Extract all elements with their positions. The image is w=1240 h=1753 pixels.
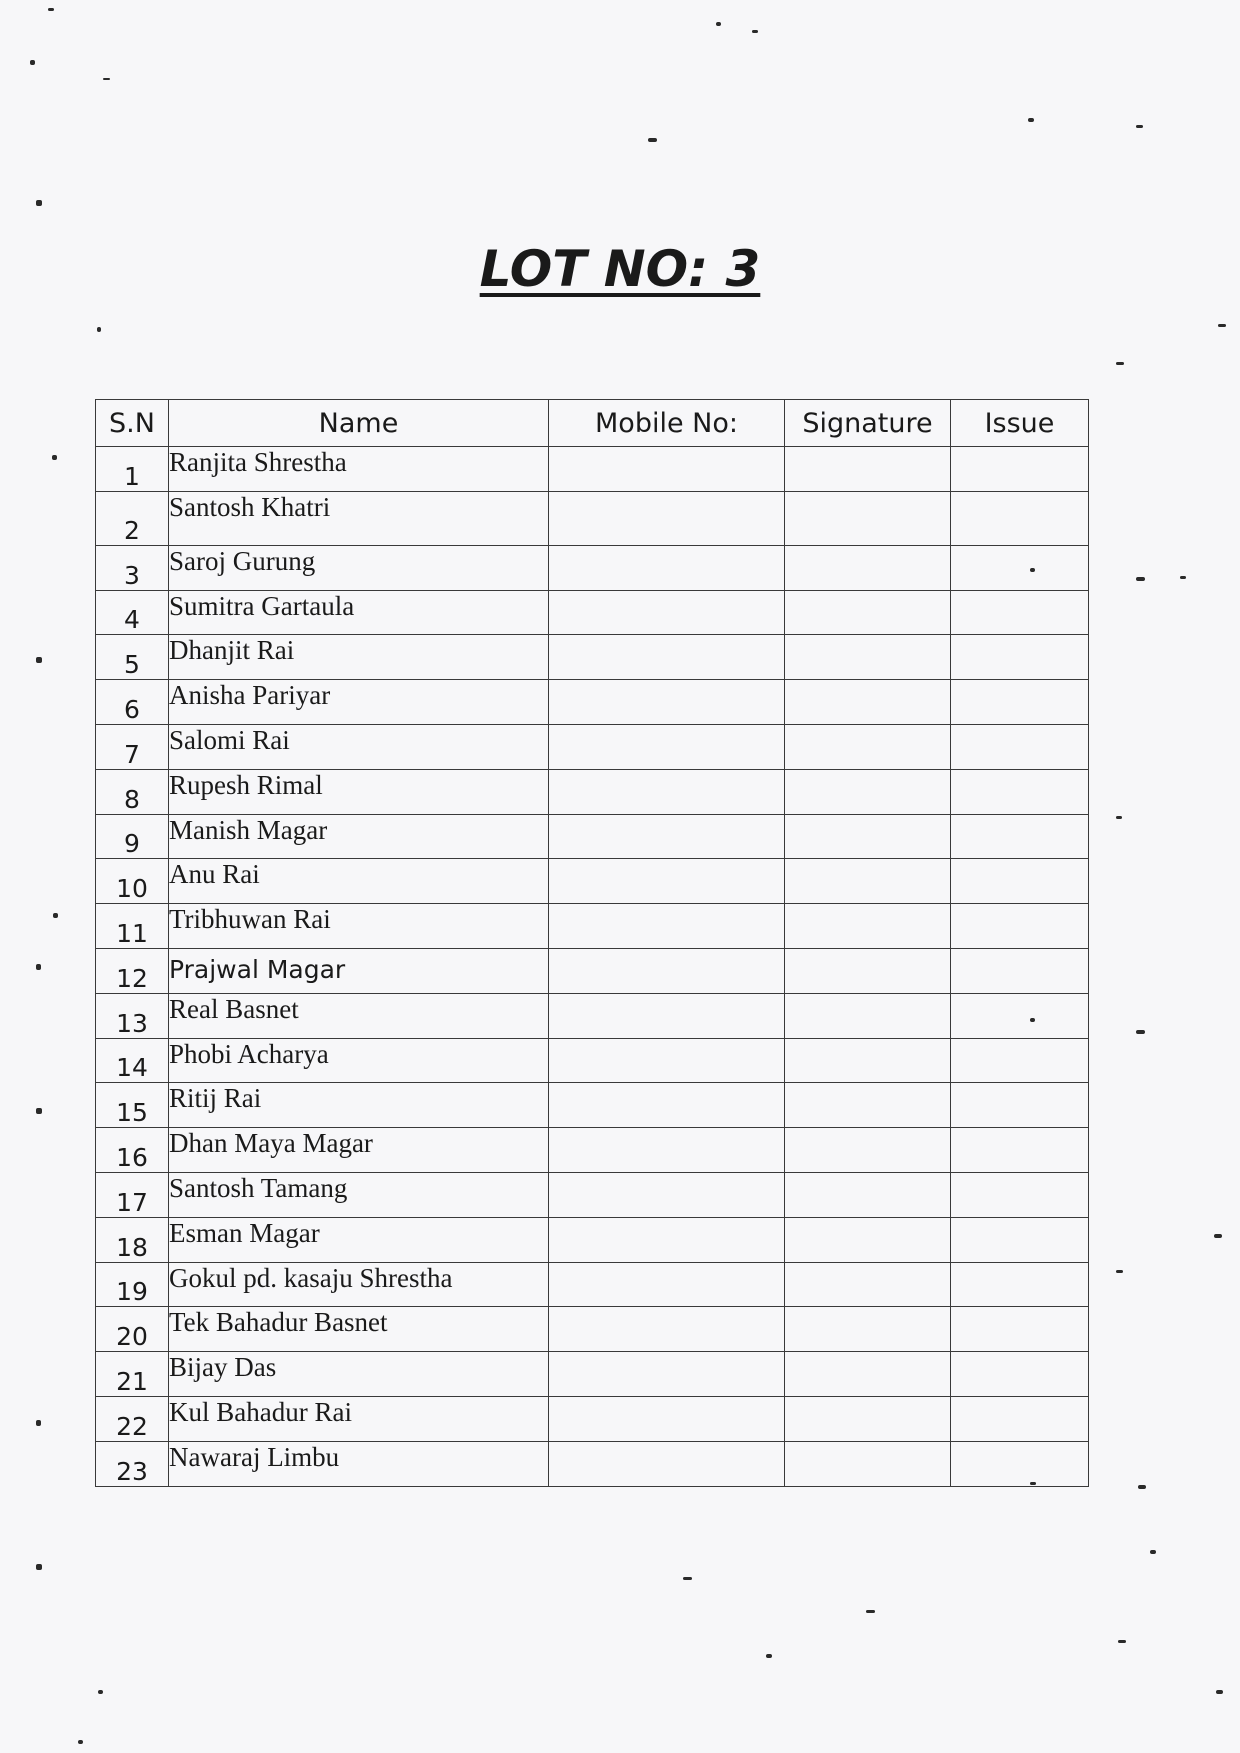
sn-cell: 8	[96, 769, 169, 814]
issue-cell	[951, 948, 1089, 993]
sn-cell: 9	[96, 814, 169, 859]
sn-column-header: S.N	[96, 400, 169, 447]
mobile-cell	[549, 680, 785, 725]
sn-cell: 20	[96, 1307, 169, 1352]
signature-cell	[785, 814, 951, 859]
sn-cell: 21	[96, 1352, 169, 1397]
signature-cell	[785, 904, 951, 949]
table-row	[96, 814, 1089, 859]
table-row	[96, 1441, 1089, 1486]
sn-cell: 16	[96, 1128, 169, 1173]
page-title	[0, 238, 1240, 300]
table-row	[96, 1128, 1089, 1173]
issue-cell	[951, 680, 1089, 725]
mobile-cell	[549, 1128, 785, 1173]
sn-cell: 11	[96, 904, 169, 949]
sn-cell: 19	[96, 1262, 169, 1307]
sn-cell: 6	[96, 680, 169, 725]
table-row	[96, 859, 1089, 904]
table-row	[96, 1352, 1089, 1397]
roster-table	[95, 399, 1089, 1487]
name-cell: Santosh Tamang	[169, 1172, 549, 1217]
signature-cell	[785, 447, 951, 492]
sn-cell: 23	[96, 1441, 169, 1486]
issue-cell	[951, 814, 1089, 859]
issue-cell	[951, 447, 1089, 492]
name-cell: Anisha Pariyar	[169, 680, 549, 725]
issue-cell	[951, 859, 1089, 904]
mobile-cell	[549, 904, 785, 949]
issue-cell	[951, 769, 1089, 814]
issue-cell	[951, 1307, 1089, 1352]
issue-cell	[951, 1172, 1089, 1217]
issue-cell	[951, 1128, 1089, 1173]
mobile-cell	[549, 1352, 785, 1397]
mobile-column-header: Mobile No:	[549, 400, 785, 447]
issue-cell	[951, 993, 1089, 1038]
name-cell: Rupesh Rimal	[169, 769, 549, 814]
signature-cell	[785, 1396, 951, 1441]
signature-cell	[785, 948, 951, 993]
table-row	[96, 904, 1089, 949]
table-row	[96, 1396, 1089, 1441]
signature-cell	[785, 1217, 951, 1262]
name-cell: Manish Magar	[169, 814, 549, 859]
mobile-cell	[549, 993, 785, 1038]
mobile-cell	[549, 635, 785, 680]
name-cell: Bijay Das	[169, 1352, 549, 1397]
table-row	[96, 1038, 1089, 1083]
signature-cell	[785, 1128, 951, 1173]
issue-cell	[951, 590, 1089, 635]
issue-cell	[951, 1217, 1089, 1262]
sn-cell: 3	[96, 545, 169, 590]
name-cell: Santosh Khatri	[169, 491, 549, 545]
mobile-cell	[549, 769, 785, 814]
name-cell: Kul Bahadur Rai	[169, 1396, 549, 1441]
signature-cell	[785, 1352, 951, 1397]
mobile-cell	[549, 1217, 785, 1262]
signature-cell	[785, 1262, 951, 1307]
issue-cell	[951, 1262, 1089, 1307]
table-row	[96, 635, 1089, 680]
mobile-cell	[549, 814, 785, 859]
issue-cell	[951, 1352, 1089, 1397]
table-row	[96, 447, 1089, 492]
sn-cell: 12	[96, 948, 169, 993]
issue-cell	[951, 635, 1089, 680]
name-cell: Esman Magar	[169, 1217, 549, 1262]
signature-cell	[785, 993, 951, 1038]
table-row	[96, 491, 1089, 545]
name-cell: Anu Rai	[169, 859, 549, 904]
name-cell: Sumitra Gartaula	[169, 590, 549, 635]
name-cell: Real Basnet	[169, 993, 549, 1038]
mobile-cell	[549, 948, 785, 993]
name-cell: Salomi Rai	[169, 724, 549, 769]
sn-cell: 4	[96, 590, 169, 635]
signature-cell	[785, 1172, 951, 1217]
issue-cell	[951, 1038, 1089, 1083]
sn-cell: 17	[96, 1172, 169, 1217]
mobile-cell	[549, 859, 785, 904]
mobile-cell	[549, 1307, 785, 1352]
lot-number-heading: LOT NO: 3	[479, 240, 761, 298]
mobile-cell	[549, 1038, 785, 1083]
signature-cell	[785, 724, 951, 769]
table-row	[96, 1172, 1089, 1217]
signature-cell	[785, 680, 951, 725]
table-row	[96, 680, 1089, 725]
sn-cell: 10	[96, 859, 169, 904]
sn-cell: 1	[96, 447, 169, 492]
signature-cell	[785, 859, 951, 904]
mobile-cell	[549, 1396, 785, 1441]
name-cell: Nawaraj Limbu	[169, 1441, 549, 1486]
name-column-header: Name	[169, 400, 549, 447]
table-row	[96, 545, 1089, 590]
signature-cell	[785, 491, 951, 545]
name-cell: Ranjita Shrestha	[169, 447, 549, 492]
table-row	[96, 993, 1089, 1038]
mobile-cell	[549, 545, 785, 590]
sn-cell: 2	[96, 491, 169, 545]
issue-cell	[951, 545, 1089, 590]
issue-cell	[951, 491, 1089, 545]
signature-cell	[785, 635, 951, 680]
sn-cell: 5	[96, 635, 169, 680]
mobile-cell	[549, 491, 785, 545]
table-header-row	[96, 400, 1089, 447]
name-cell: Prajwal Magar	[169, 948, 549, 993]
table-row	[96, 1262, 1089, 1307]
table-row	[96, 1307, 1089, 1352]
table-row	[96, 724, 1089, 769]
signature-cell	[785, 769, 951, 814]
mobile-cell	[549, 1441, 785, 1486]
sn-cell: 13	[96, 993, 169, 1038]
sn-cell: 7	[96, 724, 169, 769]
signature-cell	[785, 1038, 951, 1083]
table-row	[96, 1217, 1089, 1262]
name-cell: Saroj Gurung	[169, 545, 549, 590]
signature-cell	[785, 590, 951, 635]
signature-cell	[785, 1083, 951, 1128]
sn-cell: 14	[96, 1038, 169, 1083]
issue-cell	[951, 904, 1089, 949]
name-cell: Ritij Rai	[169, 1083, 549, 1128]
sn-cell: 22	[96, 1396, 169, 1441]
signature-cell	[785, 545, 951, 590]
issue-column-header: Issue	[951, 400, 1089, 447]
table-row	[96, 948, 1089, 993]
table-row	[96, 769, 1089, 814]
table-row	[96, 590, 1089, 635]
name-cell: Tek Bahadur Basnet	[169, 1307, 549, 1352]
name-cell: Dhanjit Rai	[169, 635, 549, 680]
table-row	[96, 1083, 1089, 1128]
issue-cell	[951, 1441, 1089, 1486]
sn-cell: 15	[96, 1083, 169, 1128]
name-cell: Tribhuwan Rai	[169, 904, 549, 949]
signature-cell	[785, 1441, 951, 1486]
sn-cell: 18	[96, 1217, 169, 1262]
signature-column-header: Signature	[785, 400, 951, 447]
mobile-cell	[549, 1262, 785, 1307]
issue-cell	[951, 1083, 1089, 1128]
mobile-cell	[549, 590, 785, 635]
mobile-cell	[549, 724, 785, 769]
name-cell: Phobi Acharya	[169, 1038, 549, 1083]
issue-cell	[951, 724, 1089, 769]
name-cell: Dhan Maya Magar	[169, 1128, 549, 1173]
signature-cell	[785, 1307, 951, 1352]
name-cell: Gokul pd. kasaju Shrestha	[169, 1262, 549, 1307]
issue-cell	[951, 1396, 1089, 1441]
mobile-cell	[549, 1172, 785, 1217]
mobile-cell	[549, 447, 785, 492]
mobile-cell	[549, 1083, 785, 1128]
